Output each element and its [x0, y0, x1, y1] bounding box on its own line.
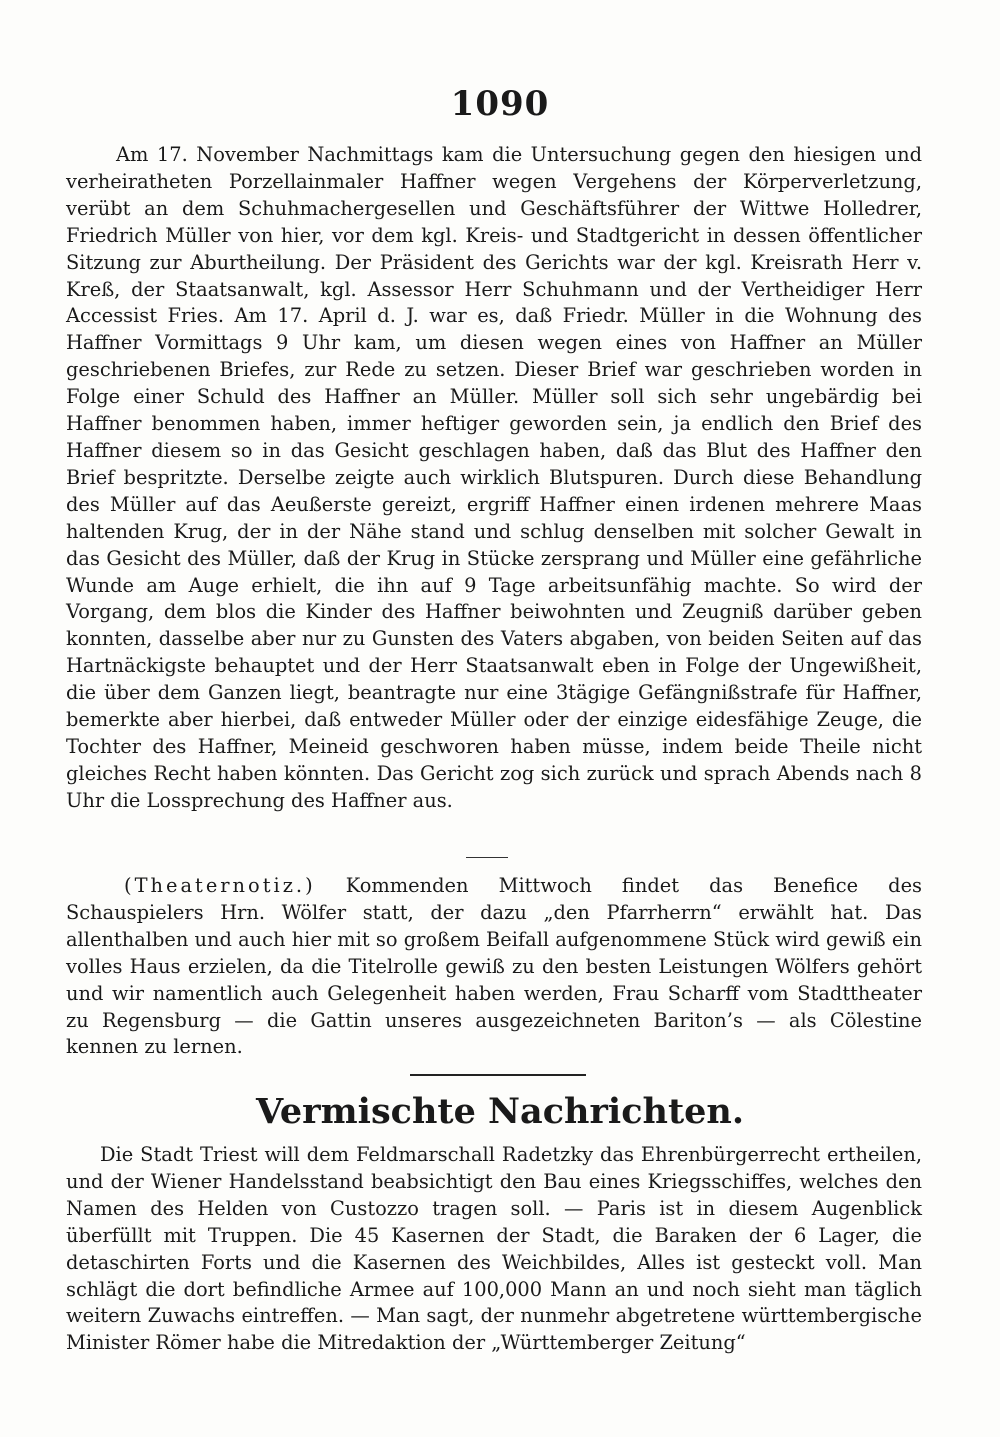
- page-number: 1090: [450, 84, 550, 124]
- court-report-paragraph: Am 17. November Nachmittags kam die Untersuchung gegen den hiesigen und verheiratheten Porzellainmaler Haffner wegen Vergehens der Körperverletzung, verübt an dem Schuhmachergesellen und Geschäftsführer der Wittwe Holledrer, Friedrich Müller von hier, vor dem kgl. Kreis- und Stadtgericht in dessen öffentlicher Sitzung zur Aburtheilung. Der Präsident des Gerichts war der kgl. Kreisrath Herr v. Kreß, der Staatsanwalt, kgl. Assessor Herr Schuhmann und der Vertheidiger Herr Accessist Fries. Am 17. April d. J. war es, daß Friedr. Müller in die Wohnung des Haffner Vormittags 9 Uhr kam, um diesen wegen eines von Haffner an Müller geschriebenen Briefes, zur Rede zu setzen. Dieser Brief war geschrieben worden in Folge einer Schuld des Haffner an Müller. Müller soll sich sehr ungebärdig bei Haffner benommen haben, immer heftiger geworden sein, ja endlich den Brief des Haffner diesem so in das Gesicht geschlagen haben, daß das Blut des Haffner den Brief bespritzte. Derselbe zeigte auch wirklich Blutspuren. Durch diese Behandlung des Müller auf das Aeußerste gereizt, ergriff Haffner einen irdenen mehrere Maas haltenden Krug, der in der Nähe stand und schlug denselben mit solcher Gewalt in das Gesicht des Müller, daß der Krug in Stücke zersprang und Müller eine gefährliche Wunde am Auge erhielt, die ihn auf 9 Tage arbeitsunfähig machte. So wird der Vorgang, dem blos die Kinder des Haffner beiwohnten und Zeugniß darüber geben konnten, dasselbe aber nur zu Gunsten des Vaters abgaben, von beiden Seiten auf das Hartnäckigste behauptet und der Herr Staatsanwalt eben in Folge der Ungewißheit, die über dem Ganzen liegt, beantragte nur eine 3tägige Gefängnißstrafe für Haffner, bemerkte aber hierbei, daß entweder Müller oder der einzige eidesfähige Zeuge, die Tochter des Haffner, Meineid geschworen haben müsse, indem beide Theile nicht gleiches Recht haben könnten. Das Gericht zog sich zurück und sprach Abends nach 8 Uhr die Lossprechung des Haffner aus.: [66, 143, 922, 812]
- section-divider: [410, 1074, 586, 1076]
- miscellaneous-news-paragraph: Die Stadt Triest will dem Feldmarschall Radetzky das Ehrenbürgerrecht ertheilen, und der Wiener Handelsstand beabsichtigt den Bau eines Kriegsschiffes, welches den Namen des Helden von Custozzo tragen soll. — Paris ist in diesem Augenblick überfüllt mit Truppen. Die 45 Kasernen der Stadt, die Baraken der 6 Lager, die detaschirten Forts und die Kasernen des Weichbildes, Alles ist gesteckt voll. Man schlägt die dort befindliche Armee auf 100,000 Mann an und noch sieht man täglich weitern Zuwachs eintreffen. — Man sagt, der nunmehr abgetretene württembergische Minister Römer habe die Mitredaktion der „Württemberger Zeitung“: [66, 1143, 922, 1355]
- theater-note-paragraph: [66, 873, 922, 1061]
- theater-note-lead: (Theaternotiz.): [124, 874, 316, 897]
- section-heading: Vermischte Nachrichten.: [255, 1091, 745, 1132]
- theater-note-body: Kommenden Mittwoch findet das Benefice des Schauspielers Hrn. Wölfer statt, der dazu „den Pfarrherrn“ erwählt hat. Das allenthalben und auch hier mit so großem Beifall aufgenommene Stück wird gewiß ein volles Haus erzielen, da die Titelrolle gewiß zu den besten Leistungen Wölfers gehört und wir namentlich auch Gelegenheit haben werden, Frau Scharff vom Stadttheater zu Regensburg — die Gattin unseres ausgezeichneten Bariton’s — als Cölestine kennen zu lernen.: [66, 874, 922, 1059]
- short-divider: [466, 857, 508, 858]
